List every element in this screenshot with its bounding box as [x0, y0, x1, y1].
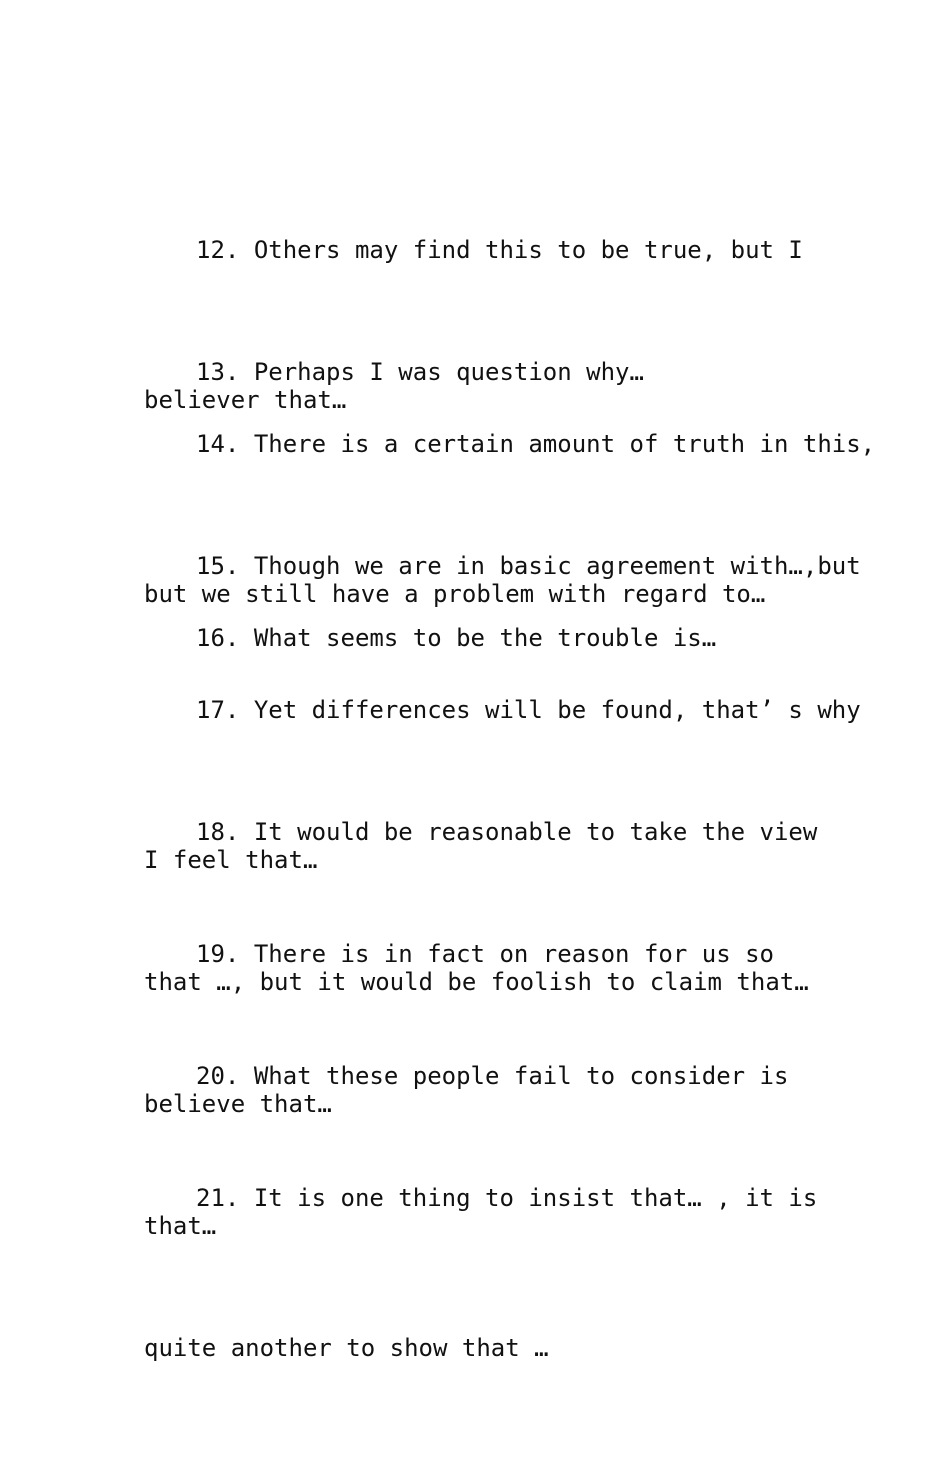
list-item-21 — [144, 1073, 824, 1473]
list-item-continuation-line: that …, but it would be foolish to claim that… — [144, 968, 809, 996]
item-number: 21. — [196, 1184, 240, 1212]
item-number: 16. — [196, 624, 240, 652]
item-text: Yet differences will be found, that’ s why — [253, 696, 861, 724]
list-item-continuation-line: believe that… — [144, 1090, 332, 1118]
item-number: 20. — [196, 1062, 240, 1090]
item-text: There is a certain amount of truth in this, — [253, 430, 876, 458]
item-text: What these people fail to consider is — [253, 1062, 789, 1090]
item-text: Though we are in basic agreement with…,but — [253, 552, 861, 580]
item-text: There is in fact on reason for us so — [253, 940, 774, 968]
item-text: What seems to be the trouble is… — [253, 624, 717, 652]
item-number: 13. — [196, 358, 240, 386]
list-item-continuation-line: that… — [144, 1212, 217, 1240]
item-number: 19. — [196, 940, 240, 968]
item-text: Others may find this to be true, but I — [253, 236, 803, 264]
item-number: 18. — [196, 818, 240, 846]
item-text: It is one thing to insist that… , it is — [253, 1184, 818, 1212]
list-item-continuation-line: believer that… — [144, 386, 347, 414]
list-item-continuation-line: I feel that… — [144, 846, 318, 874]
list-item-first-line — [144, 1173, 824, 1223]
item-number: 12. — [196, 236, 240, 264]
item-number: 14. — [196, 430, 240, 458]
item-number: 15. — [196, 552, 240, 580]
item-text: It would be reasonable to take the view — [253, 818, 818, 846]
item-text: Perhaps I was question why… — [253, 358, 644, 386]
list-item-continuation-line: but we still have a problem with regard to… — [144, 580, 766, 608]
list-item-continuation-line: quite another to show that … — [144, 1334, 549, 1362]
item-number: 17. — [196, 696, 240, 724]
